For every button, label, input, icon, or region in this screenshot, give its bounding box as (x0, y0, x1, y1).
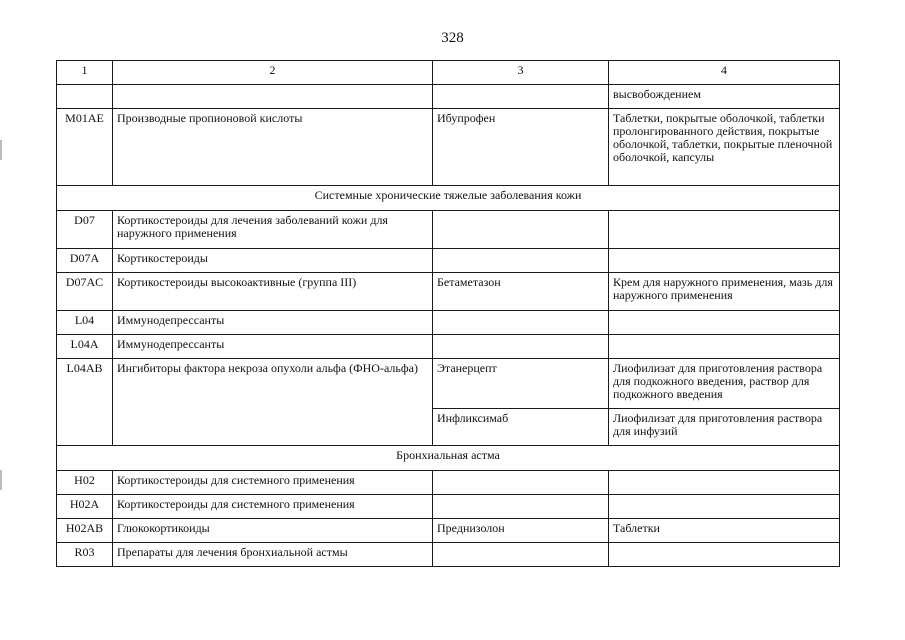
header-col-4: 4 (609, 61, 840, 85)
header-col-2: 2 (113, 61, 433, 85)
drug-cell (433, 249, 609, 273)
section-title: Системные хронические тяжелые заболевания кожи (57, 186, 840, 211)
name-cell: Кортикостероиды для системного применения (113, 471, 433, 495)
form-cell (609, 471, 840, 495)
name-cell: Препараты для лечения бронхиальной астмы (113, 543, 433, 567)
form-cell (609, 311, 840, 335)
name-cell: Кортикостероиды для системного применения (113, 495, 433, 519)
name-cell: Производные пропионовой кислоты (113, 109, 433, 186)
table-row (57, 495, 840, 519)
name-cell: Кортикостероиды (113, 249, 433, 273)
section-row (57, 186, 840, 211)
name-cell: Кортикостероиды для лечения заболеваний кожи для наружного применения (113, 211, 433, 249)
drug-cell: Преднизолон (433, 519, 609, 543)
code-cell: M01AE (57, 109, 113, 186)
form-cell: высвобождением (609, 85, 840, 109)
drug-cell: Бетаметазон (433, 273, 609, 311)
form-cell: Крем для наружного применения, мазь для наружного применения (609, 273, 840, 311)
table-row (57, 273, 840, 311)
code-cell: D07AC (57, 273, 113, 311)
name-cell (113, 85, 433, 109)
table-row (57, 335, 840, 359)
name-cell: Иммунодепрессанты (113, 311, 433, 335)
code-cell: H02A (57, 495, 113, 519)
code-cell: L04A (57, 335, 113, 359)
table-row (57, 109, 840, 186)
page-number: 328 (441, 30, 464, 46)
code-cell: D07A (57, 249, 113, 273)
table-row (57, 249, 840, 273)
name-cell: Ингибиторы фактора некроза опухоли альфа (ФНО-альфа) (113, 359, 433, 446)
code-cell: H02AB (57, 519, 113, 543)
section-row (57, 446, 840, 471)
code-cell: L04AB (57, 359, 113, 446)
code-cell: L04 (57, 311, 113, 335)
header-col-1: 1 (57, 61, 113, 85)
drug-cell (433, 211, 609, 249)
form-cell (609, 211, 840, 249)
form-cell (609, 543, 840, 567)
drug-cell (433, 471, 609, 495)
form-cell (609, 495, 840, 519)
drug-cell (433, 85, 609, 109)
drug-table (56, 60, 840, 567)
form-cell: Лиофилизат для приготовления раствора для инфузий (609, 409, 840, 446)
form-cell (609, 249, 840, 273)
form-cell: Таблетки, покрытые оболочкой, таблетки пролонгированного действия, покрытые оболочкой, таблетки, покрытые пленочной оболочкой, капсулы (609, 109, 840, 186)
name-cell: Кортикостероиды высокоактивные (группа III) (113, 273, 433, 311)
drug-cell (433, 335, 609, 359)
drug-cell (433, 495, 609, 519)
drug-cell: Этанерцепт (433, 359, 609, 409)
code-cell: R03 (57, 543, 113, 567)
form-cell: Таблетки (609, 519, 840, 543)
table-row (57, 471, 840, 495)
header-col-3: 3 (433, 61, 609, 85)
form-cell (609, 335, 840, 359)
code-cell (57, 85, 113, 109)
section-title: Бронхиальная астма (57, 446, 840, 471)
name-cell: Глюкокортикоиды (113, 519, 433, 543)
header-row (57, 61, 840, 85)
table-row (57, 311, 840, 335)
name-cell: Иммунодепрессанты (113, 335, 433, 359)
code-cell: H02 (57, 471, 113, 495)
scan-margin-mark (0, 470, 2, 490)
table-row (57, 85, 840, 109)
drug-cell: Инфликсимаб (433, 409, 609, 446)
code-cell: D07 (57, 211, 113, 249)
table-row (57, 211, 840, 249)
drug-cell: Ибупрофен (433, 109, 609, 186)
table-row (57, 519, 840, 543)
form-cell: Лиофилизат для приготовления раствора для подкожного введения, раствор для подкожного введения (609, 359, 840, 409)
drug-cell (433, 543, 609, 567)
drug-cell (433, 311, 609, 335)
scan-margin-mark (0, 140, 2, 160)
table-row (57, 359, 840, 409)
table-row (57, 543, 840, 567)
